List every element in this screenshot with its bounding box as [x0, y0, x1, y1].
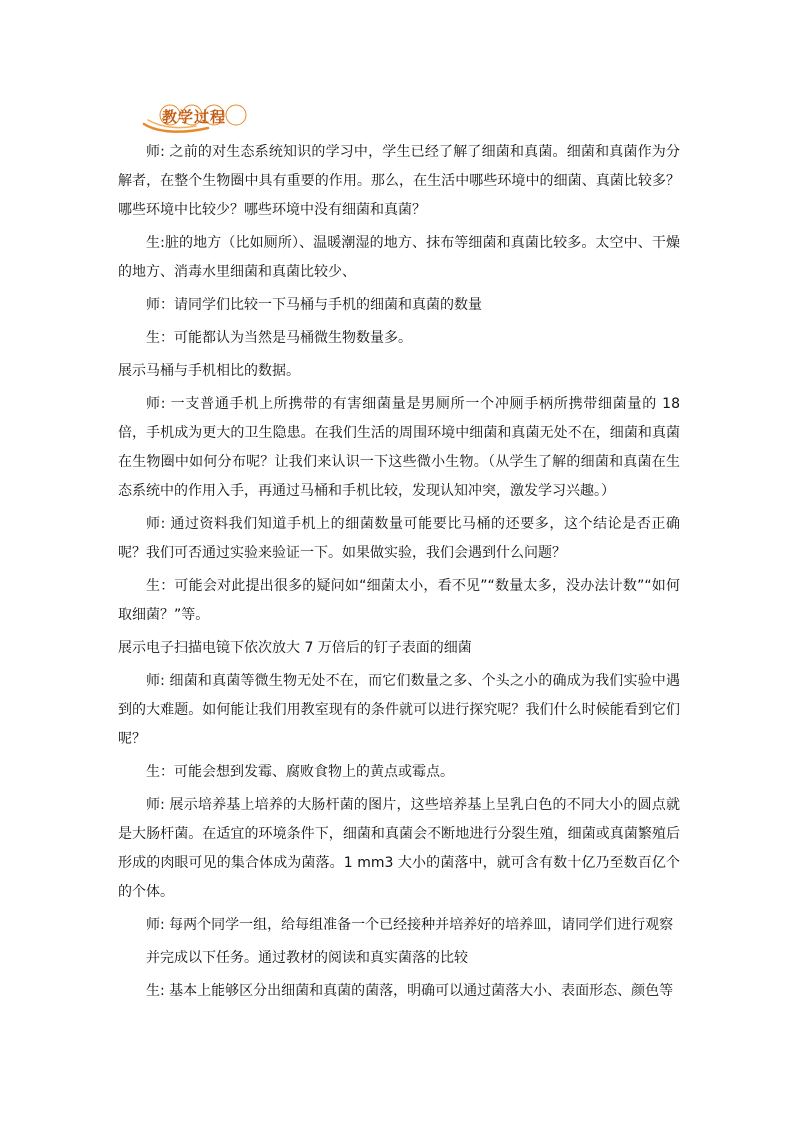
paragraph: 生：可能都认为当然是马桶微生物数量多。	[146, 330, 412, 346]
lesson-content	[118, 138, 680, 1010]
paragraph: 生：可能会对此提出很多的疑问如“细菌太小，看不见”“数量太多，没办法计数”“如何取细菌？”等。	[118, 578, 680, 623]
paragraph: 生:脏的地方（比如厕所）、温暖潮湿的地方、抹布等细菌和真菌比较多。太空中、干燥的地方、消毒水里细菌和真菌比较少、	[118, 235, 680, 280]
paragraph: 师: 展示培养基上培养的大肠杆菌的图片，这些培养基上呈乳白色的不同大小的圆点就是大肠杆菌。在适宜的环境条件下，细菌和真菌会不断地进行分裂生殖，细菌或真菌繁殖后形成的肉眼可见的集合体成为菌落。1 mm3 大小的菌落中，就可含有数十亿乃至数百亿个的个体。	[118, 797, 680, 900]
paragraph: 生: 基本上能够区分出细菌和真菌的菌落，明确可以通过菌落大小、表面形态、颜色等	[146, 983, 674, 999]
paragraph: 师: 通过资料我们知道手机上的细菌数量可能要比马桶的还要多，这个结论是否正确呢？我们可否通过实验来验证一下。如果做实验，我们会遇到什么问题？	[118, 516, 680, 561]
paragraph: 并完成以下任务。通过教材的阅读和真实菌落的比较	[146, 950, 468, 966]
paragraph: 师: 细菌和真菌等微生物无处不在，而它们数量之多、个头之小的确成为我们实验中遇到的大难题。如何能让我们用教室现有的条件就可以进行探究呢？我们什么时候能看到它们呢？	[118, 673, 680, 747]
paragraph: 生：可能会想到发霉、腐败食物上的黄点或霉点。	[146, 764, 454, 780]
paragraph: 师: 之前的对生态系统知识的学习中，学生已经了解了细菌和真菌。细菌和真菌作为分解者，在整个生物圈中具有重要的作用。那么，在生活中哪些环境中的细菌、真菌比较多？哪些环境中比较少？哪些环境中没有细菌和真菌？	[118, 144, 680, 218]
paragraph: 展示电子扫描电镜下依次放大 7 万倍后的钉子表面的细菌	[118, 640, 472, 656]
paragraph: 师: 每两个同学一组，给每组准备一个已经接种并培养好的培养皿，请同学们进行观察	[146, 917, 674, 933]
section-title: 教学过程	[162, 108, 227, 126]
paragraph: 展示马桶与手机相比的数据。	[118, 363, 300, 379]
paragraph: 师: 一支普通手机上所携带的有害细菌量是男厕所一个冲厕手柄所携带细菌量的 18 倍，手机成为更大的卫生隐患。在我们生活的周围环境中细菌和真菌无处不在，细菌和真菌在生物圈中如何分布呢？让我们来认识一下这些微小生物。（从学生了解的细菌和真菌在生态系统中的作用入手，再通过马桶和手机比较，发现认知冲突，激发学习兴趣。）	[118, 396, 680, 499]
paragraph: 师：请同学们比较一下马桶与手机的细菌和真菌的数量	[146, 297, 482, 313]
section-header	[142, 103, 282, 133]
